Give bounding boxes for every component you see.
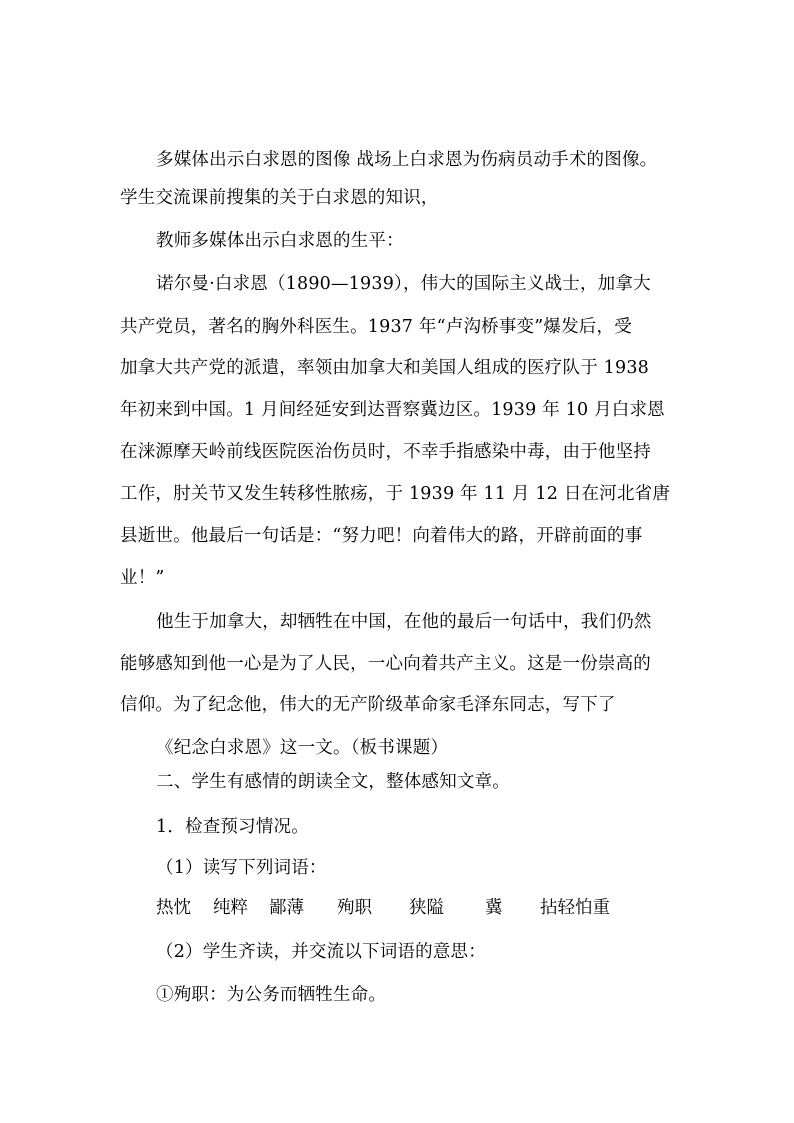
reflection-line-2: 能够感知到他一心是为了人民，一心向着共产主义。这是一份崇高的 <box>120 654 651 674</box>
bio-line-8: 业！” <box>120 568 165 588</box>
bio-line-7: 县逝世。他最后一句话是：“努力吧！向着伟大的路，开辟前面的事 <box>120 526 643 546</box>
definition-xunzhi: ①殉职：为公务而牺牲生命。 <box>156 985 387 1005</box>
bio-line-5: 在涞源摩天岭前线医院医治伤员时，不幸手指感染中毒，由于他坚持 <box>120 442 651 462</box>
vocab-word: 冀 <box>485 898 503 918</box>
bio-line-3: 加拿大共产党的派遣，率领由加拿大和美国人组成的医疗队于 1938 <box>120 358 649 378</box>
vocab-word: 鄙薄 <box>269 898 304 918</box>
vocab-word: 狭隘 <box>409 898 444 918</box>
vocab-word: 殉职 <box>337 898 372 918</box>
reflection-line-3: 信仰。为了纪念他，伟大的无产阶级革命家毛泽东同志，写下了 <box>120 695 616 715</box>
lesson-title-line: 《纪念白求恩》这一文。（板书课题） <box>156 738 449 758</box>
paragraph-line-multimedia: 多媒体出示白求恩的图像 战场上白求恩为伤病员动手术的图像。 <box>156 150 658 170</box>
step-check-preview: 1．检查预习情况。 <box>156 817 309 837</box>
task-group-read: （2）学生齐读，并交流以下词语的意思： <box>156 942 486 962</box>
bio-line-6: 工作，肘关节又发生转移性脓疡，于 1939 年 11 月 12 日在河北省唐 <box>120 484 671 504</box>
vocab-word: 热忱 <box>156 898 191 918</box>
section-heading-2: 二、学生有感情的朗读全文，整体感知文章。 <box>156 772 510 792</box>
vocab-word: 纯粹 <box>213 898 248 918</box>
bio-line-2: 共产党员，著名的胸外科医生。1937 年“卢沟桥事变”爆发后，受 <box>120 317 632 337</box>
task-read-write-words: （1）读写下列词语： <box>156 858 327 878</box>
bio-line-1: 诺尔曼·白求恩（1890—1939），伟大的国际主义战士，加拿大 <box>156 274 651 294</box>
reflection-line-1: 他生于加拿大，却牺牲在中国，在他的最后一句话中，我们仍然 <box>156 612 652 632</box>
vocab-word: 拈轻怕重 <box>540 898 610 918</box>
paragraph-line-students-share: 学生交流课前搜集的关于白求恩的知识， <box>120 188 439 208</box>
paragraph-line-teacher-bio: 教师多媒体出示白求恩的生平： <box>156 231 404 251</box>
bio-line-4: 年初来到中国。1 月间经延安到达晋察冀边区。1939 年 10 月白求恩 <box>120 400 665 420</box>
